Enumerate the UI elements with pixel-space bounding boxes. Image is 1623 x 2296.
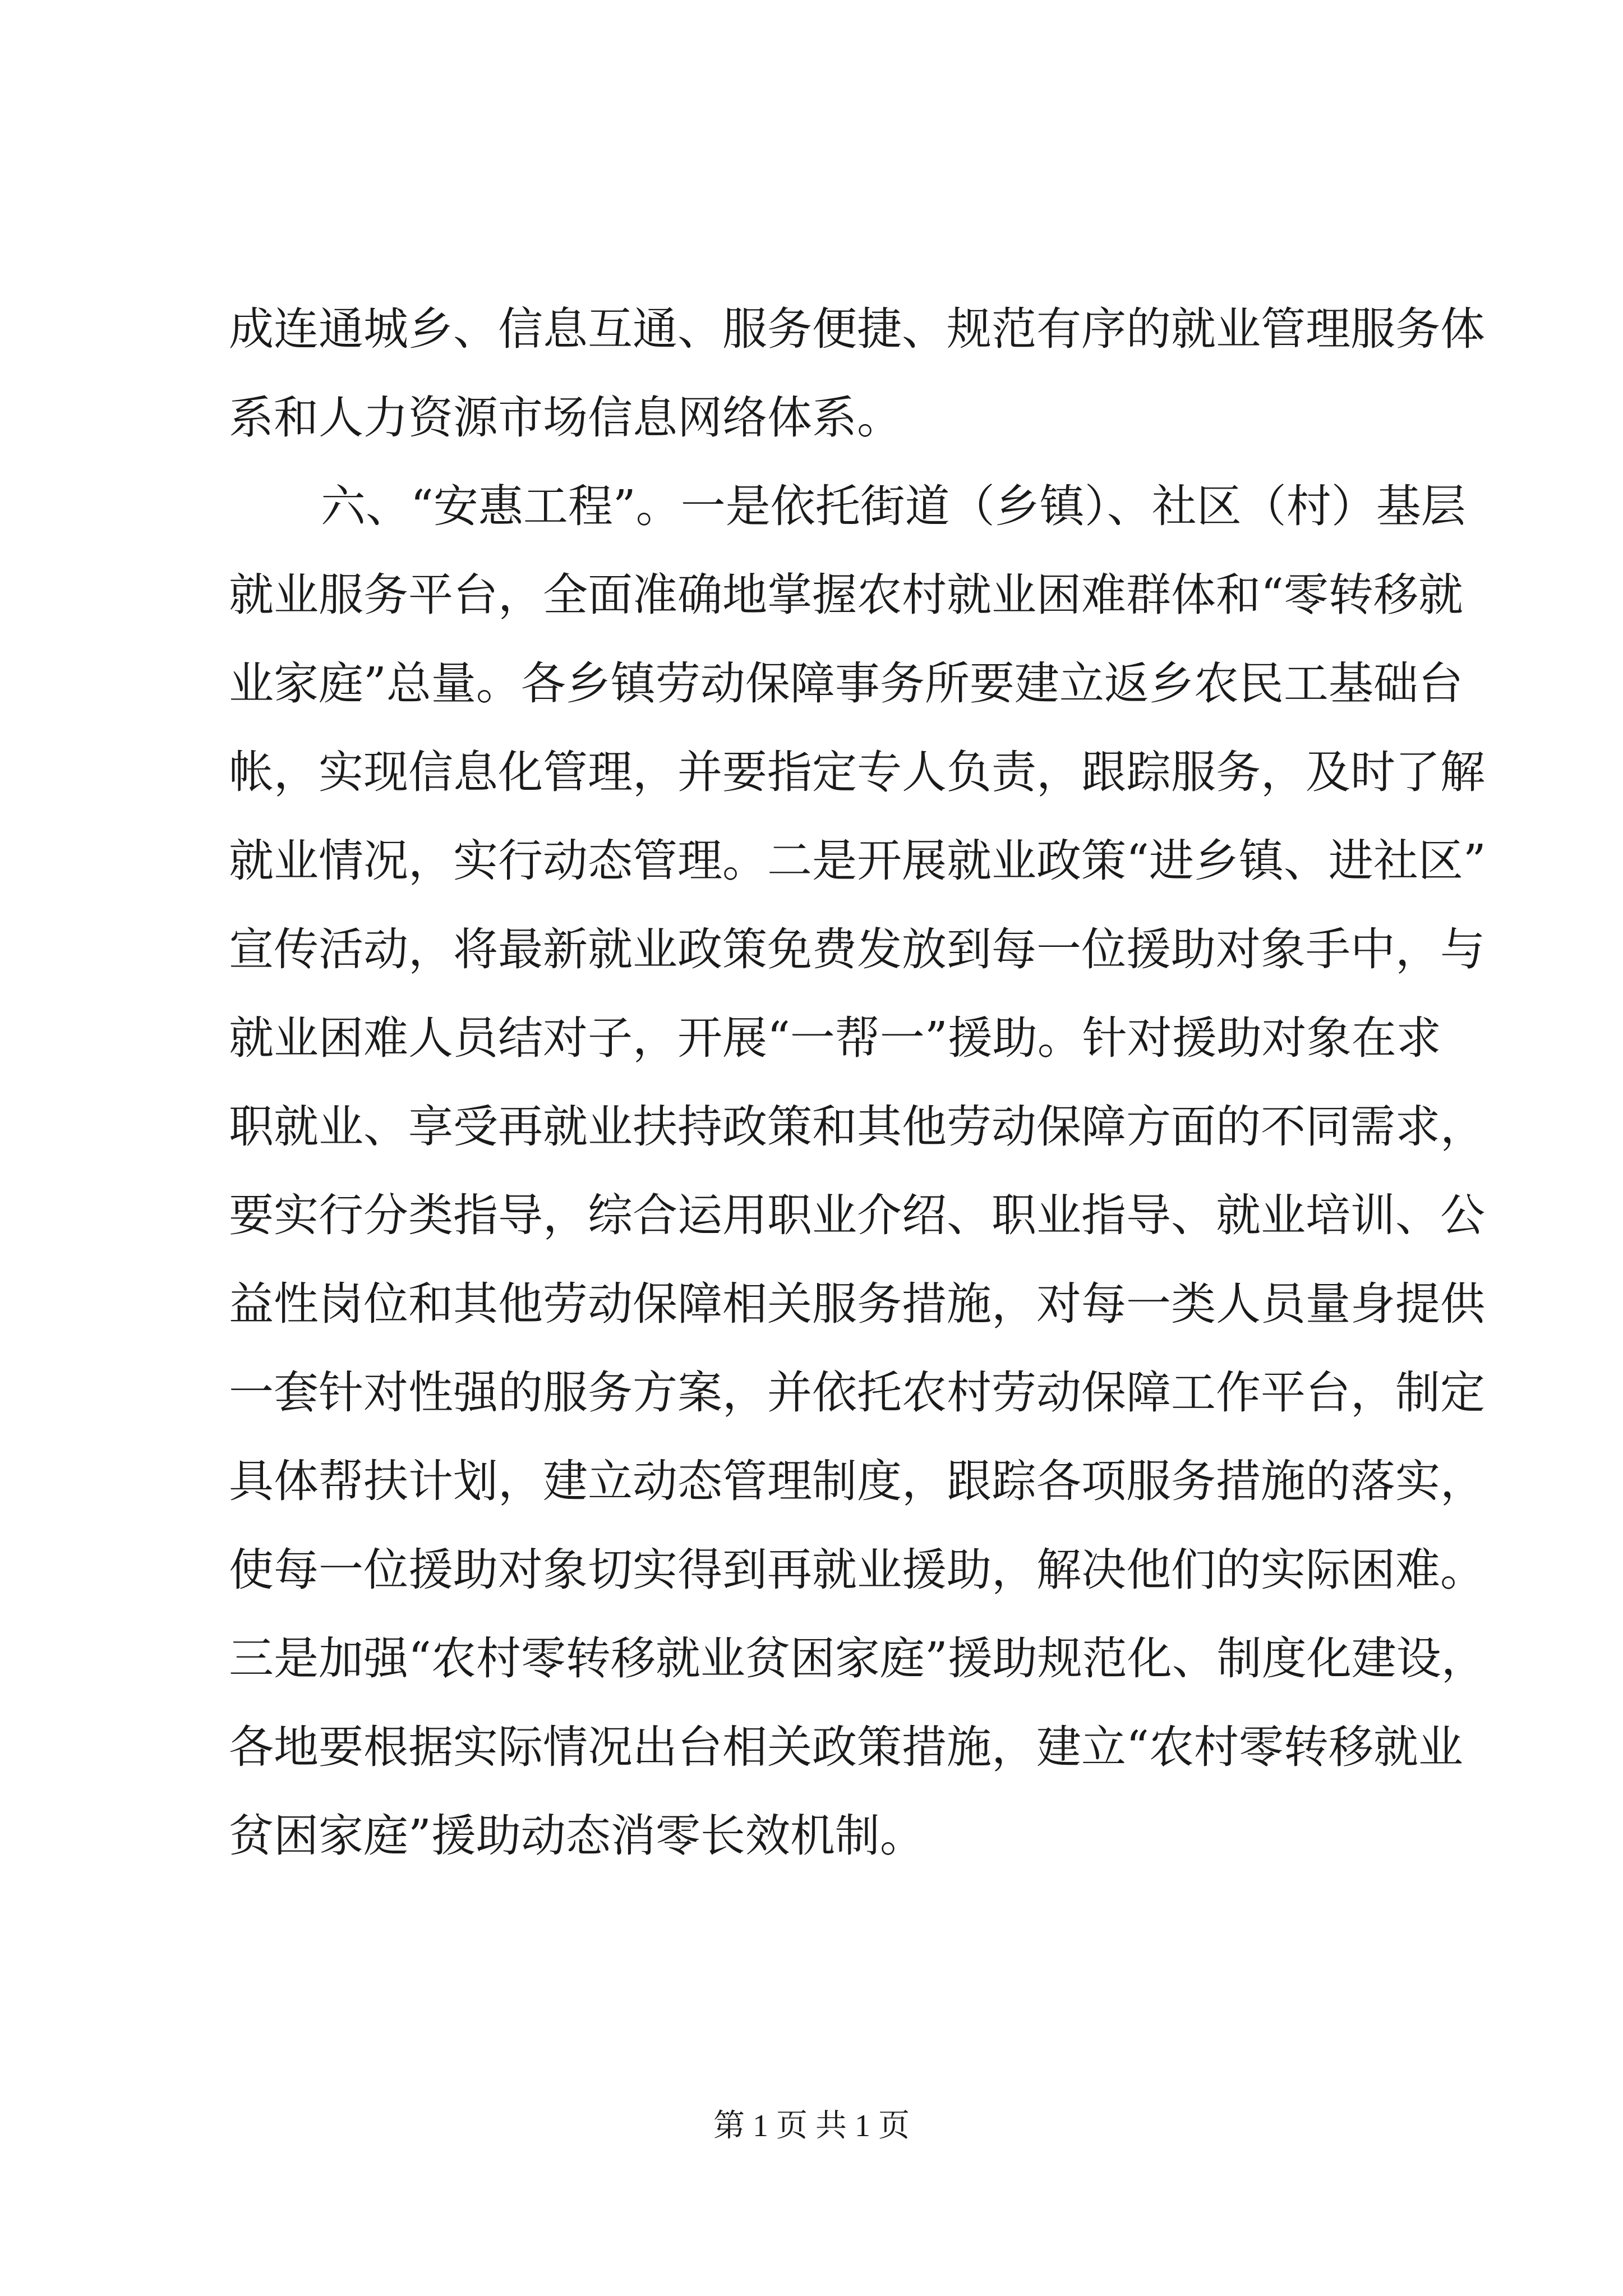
text-line: 使每一位援助对象切实得到再就业援助，解决他们的实际困难。 <box>229 1544 1485 1596</box>
text-line: 就业服务平台，全面准确地掌握农村就业困难群体和“零转移就 <box>229 569 1463 621</box>
text-line: 一套针对性强的服务方案，并依托农村劳动保障工作平台，制定 <box>229 1366 1485 1419</box>
text-line: 业家庭”总量。各乡镇劳动保障事务所要建立返乡农民工基础台 <box>229 657 1463 710</box>
text-line: 宣传活动，将最新就业政策免费发放到每一位援助对象手中，与 <box>229 923 1485 976</box>
text-line: 帐，实现信息化管理，并要指定专人负责，跟踪服务，及时了解 <box>229 746 1485 798</box>
text-line: 要实行分类指导，综合运用职业介绍、职业指导、就业培训、公 <box>229 1189 1485 1241</box>
text-line: 就业情况，实行动态管理。二是开展就业政策“进乡镇、进社区” <box>229 835 1486 887</box>
text-line: 就业困难人员结对子，开展“一帮一”援助。针对援助对象在求 <box>229 1012 1441 1064</box>
body-text <box>229 285 1486 1880</box>
text-line: 具体帮扶计划，建立动态管理制度，跟踪各项服务措施的落实， <box>229 1455 1485 1507</box>
text-line: 成连通城乡、信息互通、服务便捷、规范有序的就业管理服务体 <box>229 303 1485 355</box>
text-line: 六、“安惠工程”。一是依托街道（乡镇）、社区（村）基层 <box>321 480 1466 532</box>
text-line: 各地要根据实际情况出台相关政策措施，建立“农村零转移就业 <box>229 1721 1463 1773</box>
text-line: 贫困家庭”援助动态消零长效机制。 <box>229 1810 925 1862</box>
text-line: 益性岗位和其他劳动保障相关服务措施，对每一类人员量身提供 <box>229 1278 1485 1330</box>
text-line: 系和人力资源市场信息网络体系。 <box>229 392 902 444</box>
page-number: 第 1 页 共 1 页 <box>713 2109 910 2143</box>
text-line: 三是加强“农村零转移就业贫困家庭”援助规范化、制度化建设， <box>229 1632 1486 1685</box>
text-line: 职就业、享受再就业扶持政策和其他劳动保障方面的不同需求， <box>229 1101 1485 1153</box>
